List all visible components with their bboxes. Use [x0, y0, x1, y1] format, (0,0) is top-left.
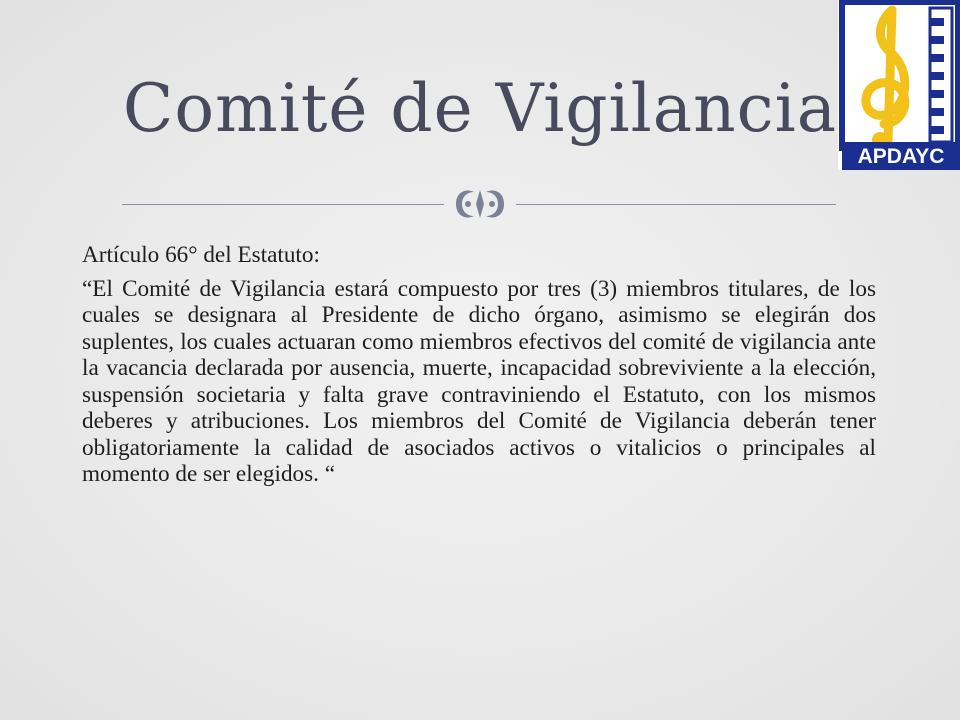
- article-content: [82, 242, 876, 488]
- divider-left: [122, 204, 444, 205]
- logo-text: APDAYC: [857, 145, 945, 168]
- scroll-ornament-icon: [446, 182, 514, 226]
- article-heading: Artículo 66° del Estatuto:: [82, 242, 320, 268]
- divider-right: [516, 204, 836, 205]
- piano-keys-icon: [930, 8, 952, 142]
- article-quote: “El Comité de Vigilancia estará compuesto por tres (3) miembros titulares, de los cuales se designara al Presidente de dicho órgano, asimismo se elegirán dos suplentes, los cuales actuaran como miembros efectivos del comité de vigilancia ante la vacancia declarada por ausencia, muerte, incapacidad sobreviviente a la elección, suspensión societaria y falta grave contraviniendo el Estatuto, con los mismos deberes y atribuciones. Los miembros del Comité de Vigilancia deberán tener obligatoriamente la calidad de asociados activos o vitalicios o principales al momento de ser elegidos. “: [82, 275, 876, 487]
- slide-title: Comité de Vigilancia: [122, 70, 838, 147]
- apdayc-logo: [838, 0, 960, 170]
